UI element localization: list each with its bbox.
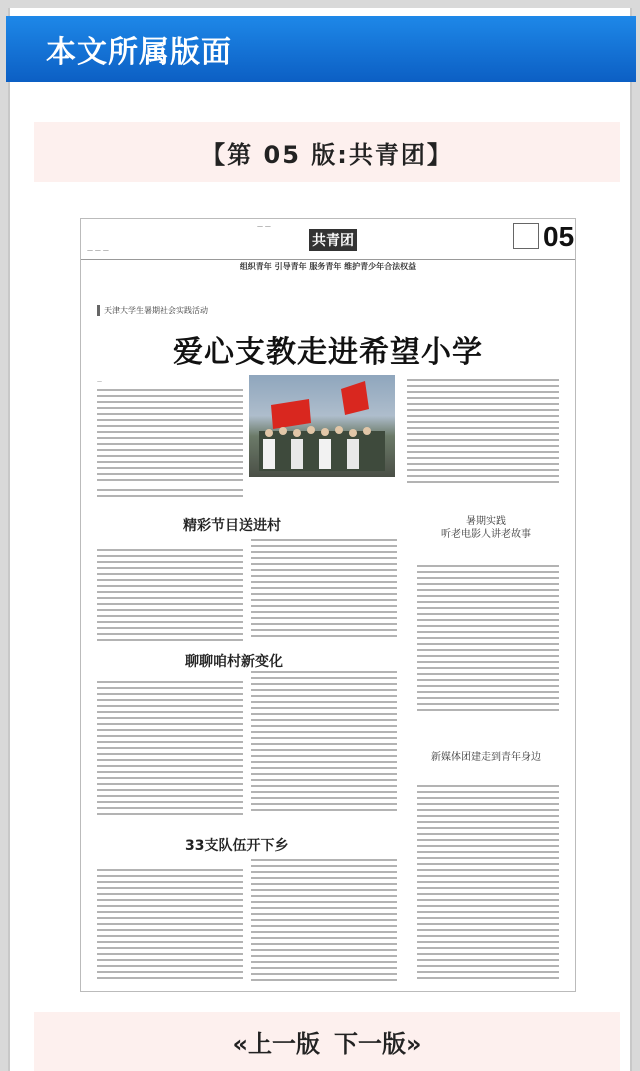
flag-icon: [249, 375, 395, 477]
text-column: [251, 671, 397, 815]
newspaper-page-thumbnail[interactable]: [80, 218, 576, 992]
masthead-logo: 共青团: [309, 229, 357, 251]
masthead: — — — — — 共青团 05: [81, 219, 575, 260]
side-headline-1-line1: 暑期实践: [466, 516, 506, 527]
text-column: [97, 389, 243, 485]
edition-label: 【第 05 版:共青团】: [201, 140, 453, 169]
text-column: [417, 785, 559, 981]
text-column: [407, 379, 559, 485]
article-kicker: 天津大学生暑期社会实践活动: [97, 305, 208, 316]
side-headline-1: [411, 515, 561, 541]
article-headline: 爱心支教走进希望小学: [173, 335, 483, 370]
side-headline-1-line2: 听老电影人讲老故事: [441, 529, 531, 540]
section-header: [6, 16, 636, 82]
text-column: [417, 565, 559, 715]
text-column: [251, 539, 397, 641]
section-title: 本文所属版面: [46, 35, 232, 70]
edition-bar: [34, 122, 620, 182]
masthead-tagline: 组织青年 引导青年 服务青年 维护青少年合法权益: [239, 262, 417, 271]
page-number: 05: [543, 221, 575, 252]
subhead-teams: 33支队伍开下乡: [185, 838, 289, 854]
page-navigation: [34, 1012, 620, 1071]
text-column: [97, 549, 243, 641]
article-photo: [249, 375, 395, 477]
byline: —: [97, 379, 102, 385]
text-column: [97, 489, 243, 499]
text-column: [251, 859, 397, 983]
next-page-link[interactable]: 下一版»: [334, 1030, 422, 1058]
subhead-village: 聊聊咱村新变化: [185, 654, 283, 670]
qr-code-icon: [513, 223, 539, 249]
side-headline-2: 新媒体团建走到青年身边: [431, 752, 541, 763]
prev-page-link[interactable]: «上一版: [232, 1030, 320, 1058]
subhead-programs: 精彩节目送进村: [183, 518, 281, 534]
text-column: [97, 869, 243, 983]
text-column: [97, 681, 243, 815]
